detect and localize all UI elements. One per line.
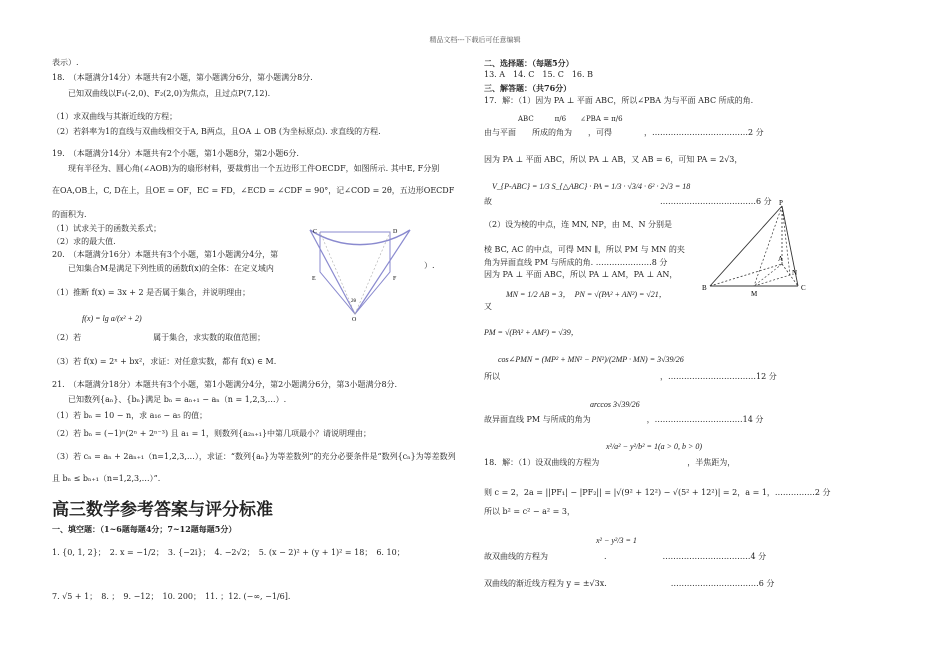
solution-18-line: 双曲线的渐近线方程为 y = ±√3x. ……………………………6 分 xyxy=(484,579,775,588)
problem-21-title: 21. （本题满分18分）本题共有3个小题，第1小题满分4分，第2小题满分6分，第3小题满分8分. xyxy=(52,380,398,389)
text-line: 现有半径为、圆心角(∠AOB)为的扇形材料，要裁剪出一个五边形工件OECDF，如图所示. 其中E, F分别 xyxy=(68,164,440,173)
choice-answers: 13. A 14. C 15. C 16. B xyxy=(484,70,593,79)
text-line: （1）试求关于的函数关系式； xyxy=(52,224,162,233)
text-line: （1）推断 f(x) = 3x + 2 是否属于集合，并说明理由； xyxy=(52,288,251,297)
solution-17-line: 17．解：（1）因为 PA ⊥ 平面 ABC，所以∠PBA 为与平面 ABC 所成的角. xyxy=(484,96,754,105)
edge-pb xyxy=(710,206,782,286)
text-line: ）. xyxy=(424,261,435,270)
volume-formula: V_{P-ABC} = 1/3 S_{△ABC} · PA = 1/3 · √3/4 · 6² · 2√3 = 18 xyxy=(492,182,691,191)
text-line: （3）若 f(x) = 2ˣ + bx²，求证：对任意实数，都有 f(x) ∈ M. xyxy=(52,357,277,366)
text-line: （1）若 bₙ = 10 − n，求 a₁₆ − a₅ 的值； xyxy=(52,411,208,420)
solution-17-line: 由与平面 所成的角为 ，可得 ，………………………………2 分 xyxy=(484,128,764,137)
section-heading: 二、选择题：（每题5分） xyxy=(484,58,574,68)
answer-title: 高三数学参考答案与评分标准 xyxy=(52,500,273,520)
sector-radius-oa xyxy=(310,230,355,314)
formula: f(x) = lg a/(x² + 2) xyxy=(82,314,142,323)
problem-19-title: 19. （本题满分14分）本题共有2个小题，第1小题8分，第2小题6分. xyxy=(52,149,299,158)
label-n: N xyxy=(792,269,798,277)
solution-17-line: 故 ………………………………6 分 xyxy=(484,197,772,206)
text-line: 的面积为. xyxy=(52,210,87,219)
fill-answers-2: 7. √5 + 1； 8. ； 9. −12； 10. 200； 11. ；12. (−∞, −1/6]. xyxy=(52,592,291,601)
text-line: （1）求双曲线与其渐近线的方程； xyxy=(52,112,178,121)
section-heading: 三、解答题：（共76分） xyxy=(484,83,572,93)
section-heading: 一、填空题：（1~6题每题4分；7~12题每题5分） xyxy=(52,524,237,534)
text-line: 表示）. xyxy=(52,58,79,67)
page-header: 精品文档---下载后可任意编辑 xyxy=(429,36,521,44)
segment-pm xyxy=(754,206,782,286)
solution-18-line: 则 c = 2，2a = ||PF₁| − |PF₂|| = |√(9² + 12²) − √(5² + 12²)| = 2，a = 1，……………2 分 xyxy=(484,488,831,497)
solution-17-line: ABC π/6 ∠PBA = π/6 xyxy=(518,115,623,123)
fill-answers-1: 1. {0, 1, 2}； 2. x = −1/2； 3. {−2i}； 4. −2√2； 5. (x − 2)² + (y + 1)² = 18； 6. 10； xyxy=(52,548,405,557)
formula: MN = 1/2 AB = 3， PN = √(PA² + AN²) = √21， xyxy=(506,290,667,299)
label-c: C xyxy=(313,229,318,235)
text-line: （2）若斜率为1的直线与双曲线相交于A, B两点，且OA ⊥ OB (为坐标原点). 求直线的方程. xyxy=(52,127,381,136)
label-o: O xyxy=(352,317,357,322)
text-line: （2）若 属于集合，求实数的取值范围； xyxy=(52,333,266,342)
label-angle: 2θ xyxy=(351,299,356,304)
solution-17-line: 棱 BC, AC 的中点，可得 MN ∥，所以 PM 与 MN 的夹 xyxy=(484,245,685,254)
label-a: A xyxy=(778,255,784,263)
label-m: M xyxy=(751,290,758,298)
hyperbola-equation: x²/a² − y²/b² = 1(a > 0, b > 0) xyxy=(606,442,703,451)
solution-17-line: 角为异面直线 PM 与所成的角. …………………8 分 xyxy=(484,258,668,267)
edge-ba xyxy=(710,264,782,286)
text-line: （3）若 cₙ = aₙ + 2aₙ₊₁（n=1,2,3,…），求证：“数列{aₙ}为等差数列”的充分必要条件是“数列{cₙ}为等差数列 xyxy=(52,452,456,461)
formula: x² − y²/3 = 1 xyxy=(596,536,637,545)
tetrahedron-figure xyxy=(700,198,815,298)
solution-17-line: 因为 PA ⊥ 平面 ABC，所以 PA ⊥ AB，又 AB = 6，可知 PA = 2√3， xyxy=(484,155,743,164)
text-line: 已知数列{aₙ}、{bₙ}满足 bₙ = aₙ₊₁ − aₙ（n = 1,2,3,…）. xyxy=(68,395,287,404)
problem-20-title: 20. （本题满分16分）本题共有3个小题，第1小题满分4分，第 xyxy=(52,250,279,259)
label-d: D xyxy=(393,229,398,235)
label-f: F xyxy=(393,276,397,282)
solution-17-line: 所以 ，……………………………12 分 xyxy=(484,372,777,381)
label-p: P xyxy=(779,199,783,207)
solution-17-line: 故异面直线 PM 与所成的角为 ，……………………………14 分 xyxy=(484,415,764,424)
label-e: E xyxy=(312,276,316,282)
label-b: B xyxy=(702,284,707,292)
sector-figure xyxy=(300,222,435,322)
solution-17-line: 因为 PA ⊥ 平面 ABC，所以 PA ⊥ AM，PA ⊥ AN， xyxy=(484,270,678,279)
formula: PM = √(PA² + AM²) = √39， xyxy=(484,328,579,337)
solution-17-line: （2）设为棱的中点，连 MN, NP，由 M、N 分别是 xyxy=(484,220,673,229)
solution-18-line: 故双曲线的方程为 . ……………………………4 分 xyxy=(484,552,767,561)
label-c: C xyxy=(801,284,806,292)
cosine-formula: cos∠PMN = (MP² + MN² − PN²)/(2MP · MN) = 3√39/26 xyxy=(498,355,684,364)
formula: arccos 3√39/26 xyxy=(590,400,640,409)
solution-18-line: 18．解：（1）设双曲线的方程为 ，半焦距为， xyxy=(484,458,736,467)
solution-17-line: 又 xyxy=(484,302,492,311)
problem-18-title: 18. （本题满分14分）本题共有2小题，第小题满分6分，第小题满分8分. xyxy=(52,73,313,82)
segment-mn xyxy=(754,275,790,286)
text-line: 已知集合M是满足下列性质的函数f(x)的全体：在定义域内 xyxy=(68,264,274,273)
text-line: 且 bₙ ≤ bₙ₊₁（n=1,2,3,…）”. xyxy=(52,474,161,483)
text-line: （2）求的最大值. xyxy=(52,237,116,246)
text-line: 已知双曲线以F₁(-2,0)、F₂(2,0)为焦点，且过点P(7,12). xyxy=(68,89,271,98)
text-line: 在OA,OB上，C, D在上，且OE = OF，EC = FD，∠ECD = ∠CDF = 90°，记∠COD = 2θ，五边形OECDF xyxy=(52,186,455,195)
text-line: （2）若 bₙ = (−1)ⁿ(2ⁿ + 2ⁿ⁻³) 且 a₁ = 1，则数列{a₂ₙ₊₁}中第几项最小？请说明理由； xyxy=(52,429,372,438)
solution-18-line: 所以 b² = c² − a² = 3， xyxy=(484,507,575,516)
